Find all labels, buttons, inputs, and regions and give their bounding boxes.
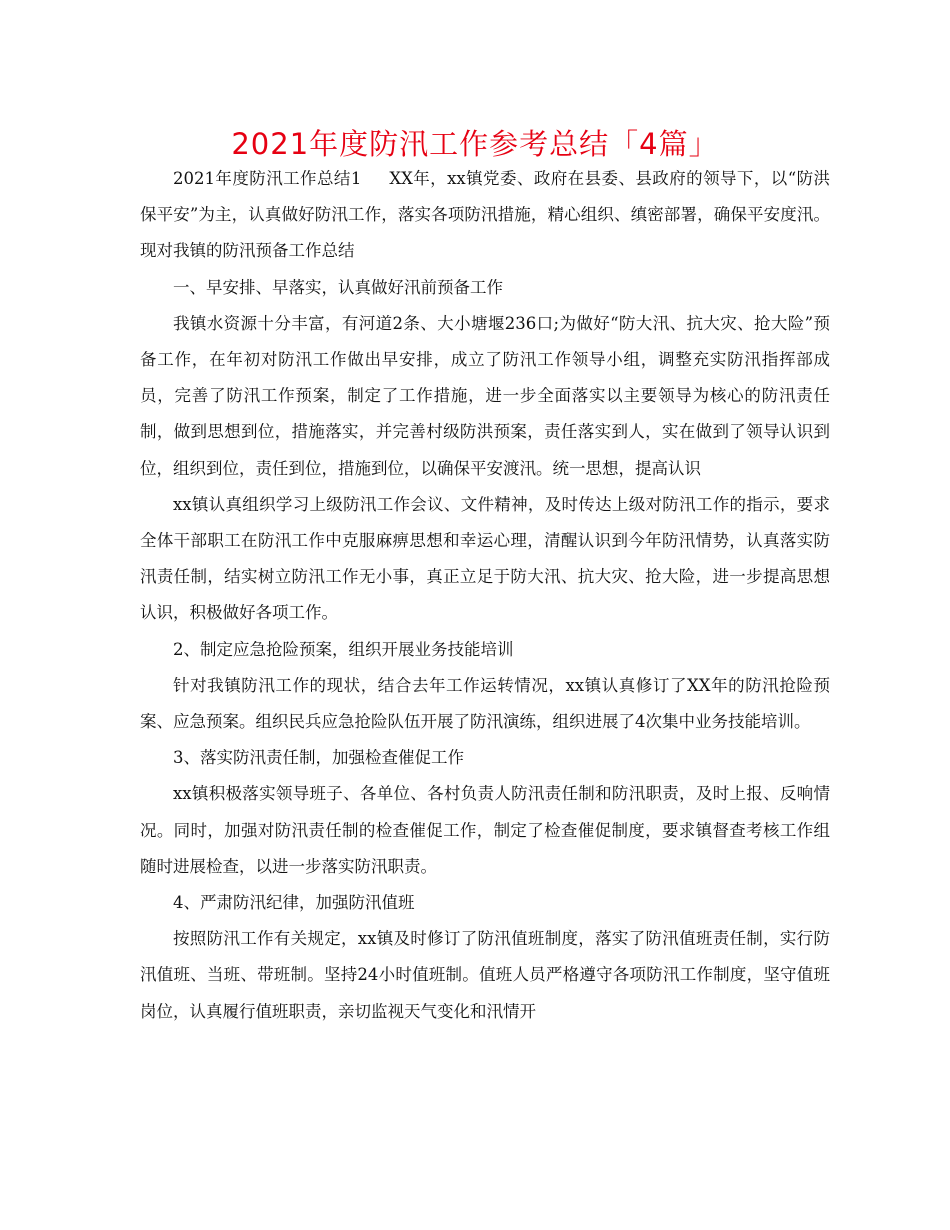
paragraph: 针对我镇防汛工作的现状，结合去年工作运转情况，xx镇认真修订了XX年的防汛抢险预案、应急预案。组织民兵应急抢险队伍开展了防汛演练，组织进展了4次集中业务技能培训。: [140, 675, 830, 732]
paragraph: xx镇认真组织学习上级防汛工作会议、文件精神，及时传达上级对防汛工作的指示，要求全体干部职工在防汛工作中克服麻痹思想和幸运心理，清醒认识到今年防汛情势，认真落实防汛责任制，结实树立防汛工作无小事，真正立足于防大汛、抗大灾、抢大险，进一步提高思想认识，积极做好各项工作。: [140, 494, 830, 623]
paragraph: 按照防汛工作有关规定，xx镇及时修订了防汛值班制度，落实了防汛值班责任制，实行防汛值班、当班、带班制。坚持24小时值班制。值班人员严格遵守各项防汛工作制度，坚守值班岗位，认真履行值班职责，亲切监视天气变化和汛情开: [140, 929, 830, 1021]
paragraph: xx镇积极落实领导班子、各单位、各村负责人防汛责任制和防汛职责，及时上报、反响情况。同时，加强对防汛责任制的检查催促工作，制定了检查催促制度，要求镇督查考核工作组随时进展检查，以进一步落实防汛职责。: [140, 784, 830, 876]
intro-text: XX年，xx镇党委、政府在县委、县政府的领导下，以“防洪保平安”为主，认真做好防汛工作，落实各项防汛措施，精心组织、缜密部署，确保平安度汛。现对我镇的防汛预备工作总结: [140, 169, 830, 261]
paragraph: 我镇水资源十分丰富，有河道2条、大小塘堰236口;为做好“防大汛、抗大灾、抢大险”预备工作，在年初对防汛工作做出早安排，成立了防汛工作领导小组，调整充实防汛指挥部成员，完善了防汛工作预案，制定了工作措施，进一步全面落实以主要领导为核心的防汛责任制，做到思想到位，措施落实，并完善村级防洪预案，责任落实到人，实在做到了领导认识到位，组织到位，责任到位，措施到位，以确保平安渡汛。统一思想，提高认识: [140, 313, 830, 478]
section-heading-2: 2、制定应急抢险预案，组织开展业务技能培训: [173, 639, 514, 659]
section-heading-4: 4、严肃防汛纪律，加强防汛值班: [173, 893, 415, 913]
section-heading-1: 一、早安排、早落实，认真做好汛前预备工作: [173, 277, 503, 297]
document-title: 2021年度防汛工作参考总结「4篇」: [231, 127, 719, 161]
section-heading-3: 3、落实防汛责任制，加强检查催促工作: [173, 748, 464, 768]
intro-label: 2021年度防汛工作总结1: [173, 169, 362, 188]
document-body: [140, 161, 830, 1030]
paragraph-intro: [140, 161, 830, 270]
